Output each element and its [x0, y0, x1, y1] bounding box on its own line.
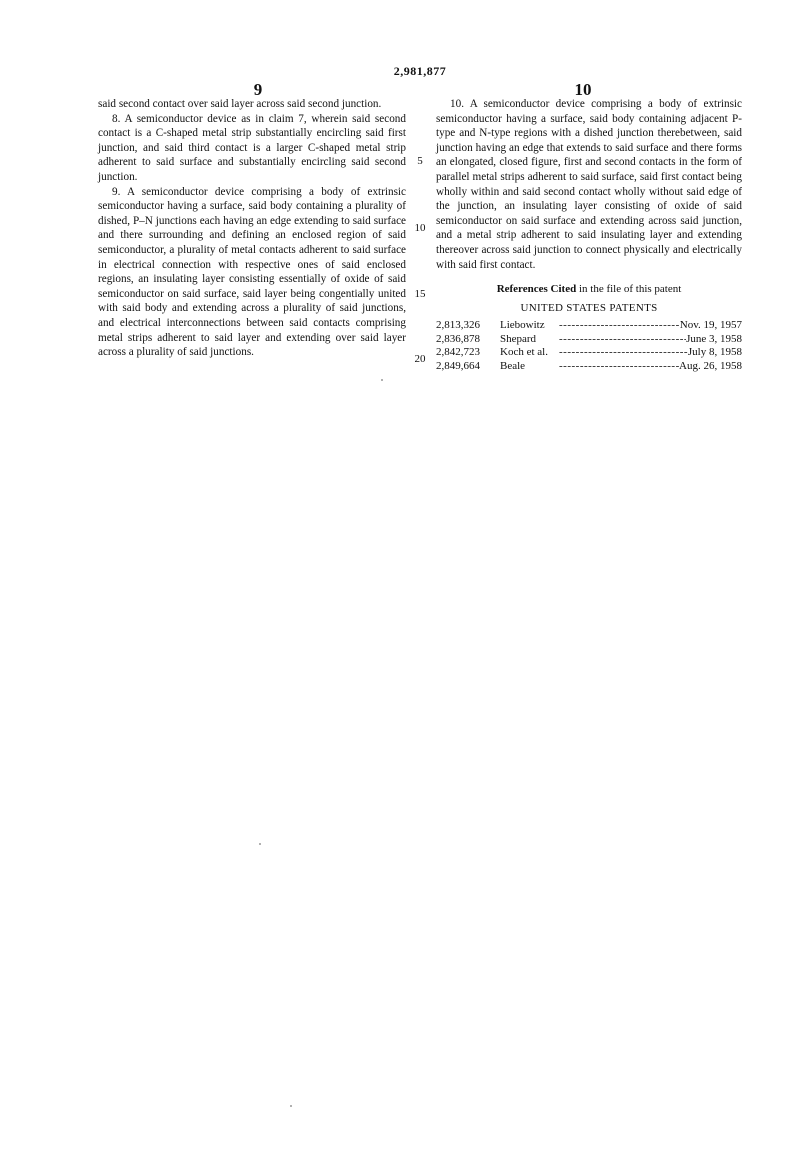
left-column-number: 9	[253, 80, 263, 99]
dotted-leader	[556, 346, 688, 359]
right-column	[436, 97, 742, 373]
patent-number: 2,981,877	[393, 64, 447, 78]
claim-9: 9. A semiconductor device comprising a body of extrinsic semiconductor having a surface, said body containing a plurality of dished, P–N junctions each having an edge extending to said surface and there surrounding and defining an enclosed region of said semiconductor, a plurality of metal contacts adherent to said surface in electrical connection with respective ones of said enclosed regions, an insulating layer consisting essentially of oxide of said semiconductor on said surface, said layer being congentially united with said body and extending across a plurality of said junctions, and electrical interconnections between said contacts comprising metal strips adherent to said layer and extending over said layer across a plurality of said junctions.	[98, 185, 406, 359]
dotted-leader	[556, 333, 686, 346]
line-number-5: 5	[417, 155, 423, 167]
reference-date: Aug. 26, 1958	[679, 359, 742, 372]
references-list	[436, 319, 742, 373]
scan-speck	[259, 843, 261, 845]
scan-speck	[381, 379, 383, 381]
right-column-number: 10	[574, 80, 592, 99]
reference-row	[436, 346, 742, 359]
reference-row	[436, 360, 742, 373]
reference-row	[436, 319, 742, 332]
line-number-10: 10	[414, 222, 426, 234]
references-heading-bold: References Cited	[496, 283, 577, 296]
line-number-15: 15	[414, 288, 426, 300]
dotted-leader	[556, 319, 680, 332]
reference-number: 2,849,664	[436, 359, 480, 372]
reference-number: 2,836,878	[436, 332, 480, 345]
reference-name: Beale	[500, 359, 526, 372]
reference-date: June 3, 1958	[686, 332, 742, 345]
dotted-leader	[556, 360, 679, 373]
reference-name: Shepard	[500, 332, 537, 345]
references-subheading: UNITED STATES PATENTS	[520, 301, 658, 314]
reference-number: 2,813,326	[436, 319, 480, 332]
scan-speck	[290, 1105, 292, 1107]
claim-10: 10. A semiconductor device comprising a body of extrinsic semiconductor having a surface, said body containing adjacent P-type and N-type regions with a dished junction therebetween, said junction having an edge that extends to said surface and there forms an elongated, closed figure, first and second contacts in the form of parallel metal strips adherent to said surface, said first contact being wholly within and said second contact wholly without said edge of the junction, an insulating layer consisting of oxide of said semiconductor on said surface and extending across said junction, and a metal strip adherent to said insulating layer and extending thereover across said junction to connect physically and electrically with said first contact.	[436, 98, 742, 271]
line-number-20: 20	[414, 353, 426, 365]
references-heading	[436, 282, 742, 297]
reference-row	[436, 333, 742, 346]
left-column	[98, 97, 406, 360]
claim-8: 8. A semiconductor device as in claim 7, wherein said second contact is a C-shaped metal strip substantially encircling said first junction, and said third contact is a larger C-shaped metal strip adherent to said surface and substantially encircling said second junction.	[98, 112, 406, 183]
references-heading-rest: in the file of this patent	[576, 283, 682, 296]
reference-number: 2,842,723	[436, 346, 480, 359]
reference-name: Koch et al.	[500, 346, 548, 359]
reference-name: Liebowitz	[500, 319, 545, 332]
reference-date: Nov. 19, 1957	[679, 319, 742, 332]
reference-date: July 8, 1958	[687, 346, 742, 359]
paragraph-continuation: said second contact over said layer across said second junction.	[98, 98, 382, 110]
